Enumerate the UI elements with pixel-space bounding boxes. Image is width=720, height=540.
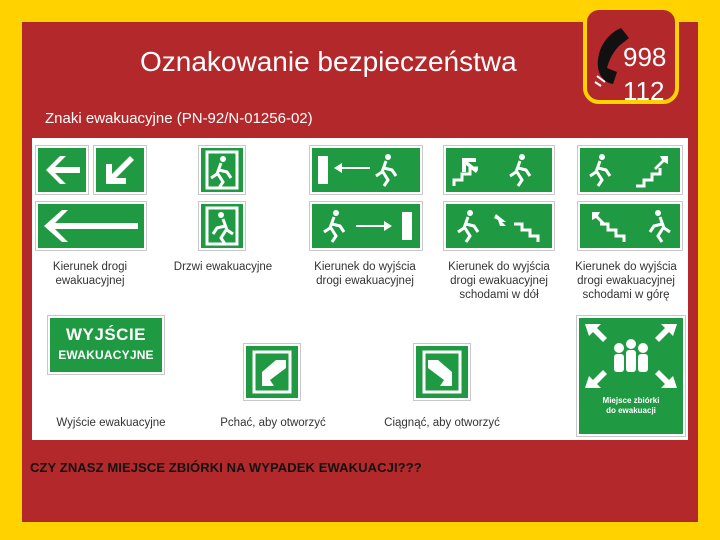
- caption-exit-direction: [298, 260, 432, 288]
- arrow-left-sign: [36, 146, 88, 194]
- caption-evac-direction: [32, 260, 148, 288]
- exit-sign-line2: EWAKUACYJNE: [58, 348, 154, 362]
- caption-line: drogi ewakuacyjnej: [450, 275, 548, 287]
- stairs-up-icon: [580, 204, 680, 248]
- arrow-down-left-icon: [96, 148, 144, 192]
- stairs-down-sign-2: [444, 202, 554, 250]
- running-man-door-icon: [201, 148, 243, 192]
- assembly-line2: do ewakuacji: [606, 406, 656, 415]
- caption-line: Kierunek do wyjścia: [575, 261, 677, 273]
- running-man-door-icon: [201, 204, 243, 248]
- signs-panel: [32, 138, 688, 440]
- caption-line: Kierunek do wyjścia: [314, 261, 416, 273]
- caption-pull: Ciągnąć, aby otworzyć: [384, 417, 500, 429]
- caption-line: Drzwi ewakuacyjne: [173, 261, 273, 273]
- stairs-up-sign: [578, 146, 682, 194]
- long-arrow-left-sign: [36, 202, 146, 250]
- assembly-line1: Miejsce zbiórki: [602, 396, 660, 405]
- arrow-down-left-sign: [94, 146, 146, 194]
- slide-subtitle: Znaki ewakuacyjne (PN-92/N-01256-02): [45, 110, 313, 127]
- assembly-point-label: [579, 396, 683, 416]
- phone-number-112: 112: [623, 76, 665, 106]
- emergency-phone-badge: [583, 6, 679, 104]
- caption-line: schodami w dół: [459, 289, 539, 301]
- caption-push: Pchać, aby otworzyć: [220, 417, 326, 429]
- caption-line: Kierunek do wyjścia: [448, 261, 550, 273]
- arrow-left-running-man-icon: [312, 148, 420, 192]
- exit-direction-left-sign: [310, 146, 422, 194]
- pull-hand-icon: [416, 346, 468, 398]
- exit-direction-right-sign: [310, 202, 422, 250]
- caption-line: Kierunek drogi: [52, 261, 128, 273]
- exit-sign-line1: WYJŚCIE: [65, 325, 147, 344]
- slide-title: Oznakowanie bezpieczeństwa: [140, 46, 517, 77]
- stairs-down-icon: [446, 204, 552, 248]
- arrow-left-icon: [38, 148, 86, 192]
- caption-stairs-up: [564, 260, 688, 302]
- long-arrow-left-icon: [38, 204, 144, 248]
- push-to-open-sign: [244, 344, 300, 400]
- running-man-arrow-right-icon: [312, 204, 420, 248]
- assembly-point-icon: [579, 318, 683, 394]
- phone-number-998: 998: [623, 42, 667, 72]
- caption-line: drogi ewakuacyjnej: [316, 275, 414, 287]
- caption-line: ewakuacyjnej: [55, 275, 125, 287]
- stairs-down-sign: [444, 146, 554, 194]
- assembly-point-sign: [577, 316, 685, 436]
- assembly-question: CZY ZNASZ MIEJSCE ZBIÓRKI NA WYPADEK EWAKUACJI???: [30, 460, 422, 475]
- caption-line: schodami w górę: [582, 289, 670, 301]
- caption-stairs-down: [432, 260, 566, 302]
- exit-door-sign: [199, 146, 245, 194]
- stairs-down-icon: [446, 148, 552, 192]
- exit-door-sign-2: [199, 202, 245, 250]
- caption-emergency-exit: Wyjście ewakuacyjne: [56, 417, 166, 429]
- push-hand-icon: [246, 346, 298, 398]
- caption-evac-door: [164, 260, 282, 274]
- caption-line: drogi ewakuacyjnej: [577, 275, 675, 287]
- stairs-up-icon: [580, 148, 680, 192]
- stairs-up-sign-2: [578, 202, 682, 250]
- emergency-exit-sign: [48, 316, 164, 374]
- pull-to-open-sign: [414, 344, 470, 400]
